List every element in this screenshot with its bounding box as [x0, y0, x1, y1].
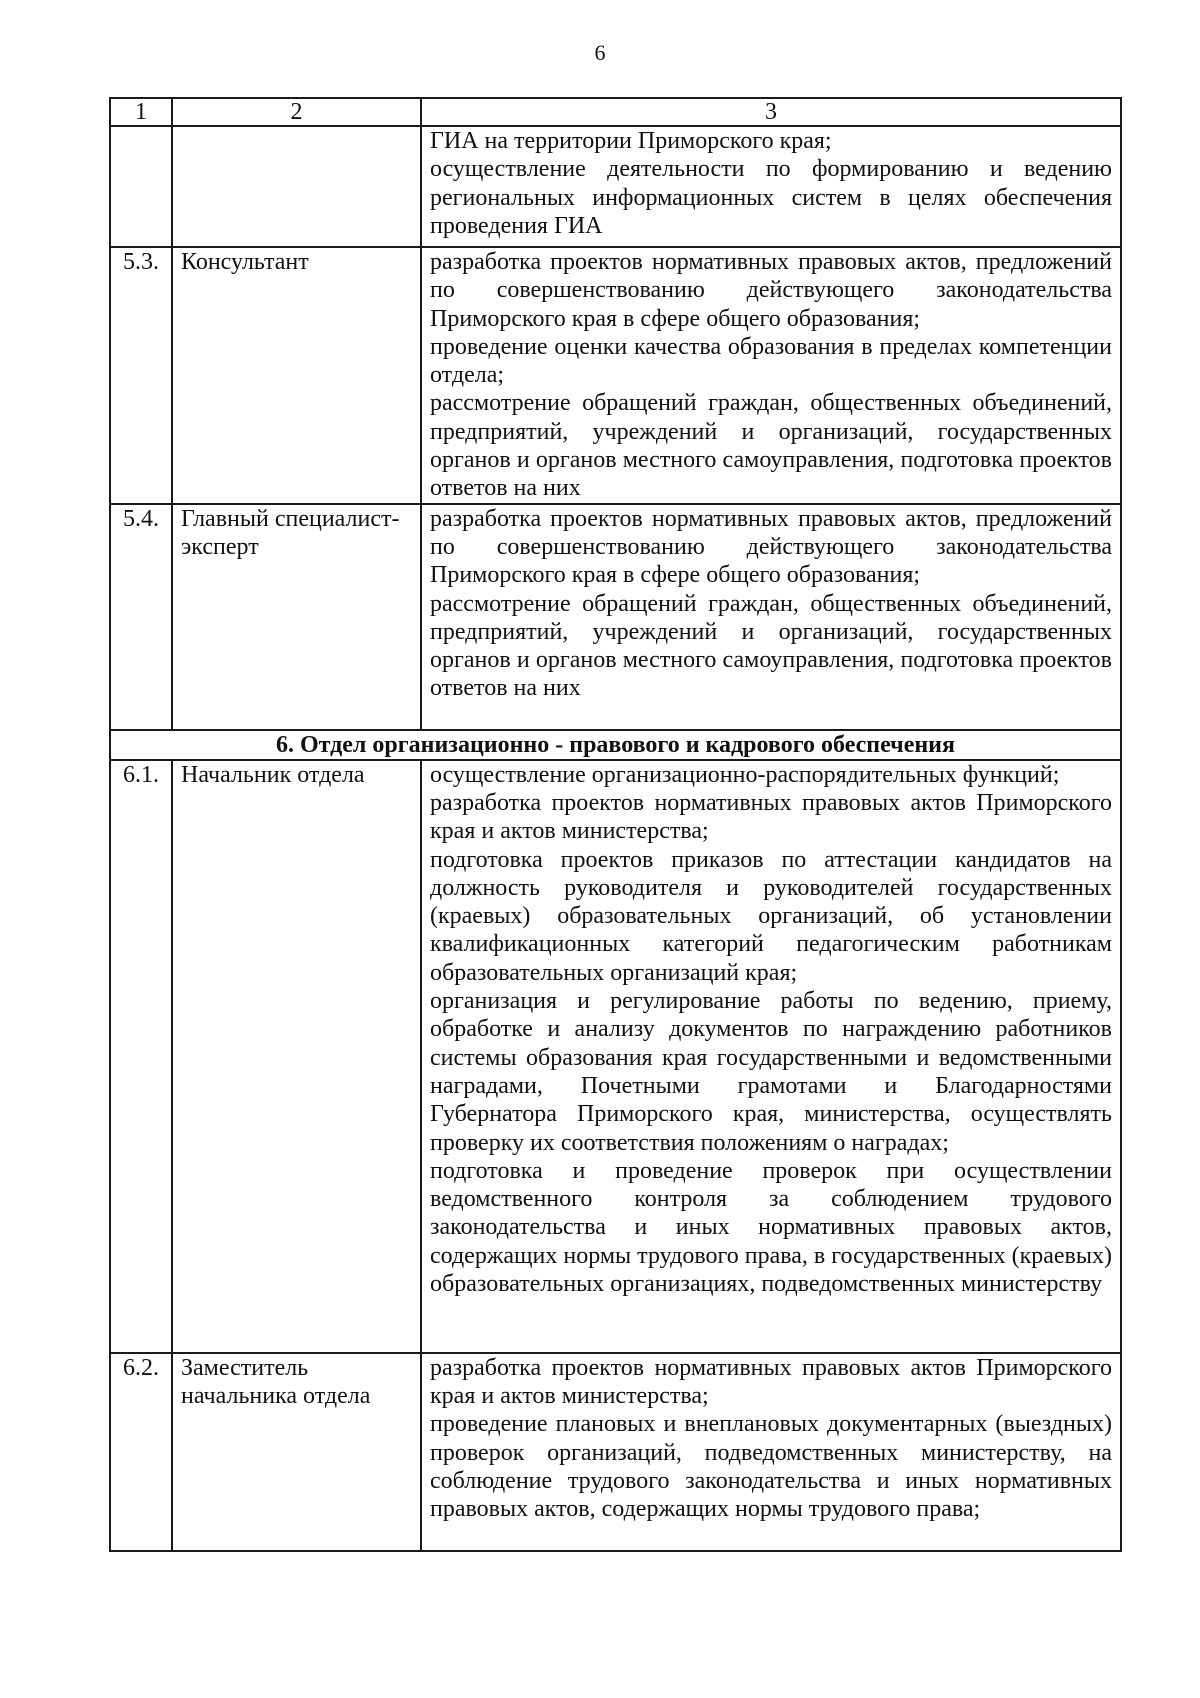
row-number: 6.1.: [110, 760, 172, 1353]
duties-table: [109, 97, 1122, 1552]
row-number: [110, 126, 172, 247]
table-row: [110, 1353, 1121, 1551]
duty-item: разработка проектов нормативных правовых актов Приморского края и актов министерства;: [430, 1354, 1112, 1409]
position-name: Консультант: [172, 247, 421, 504]
duty-item: осуществление организационно-распорядительных функций;: [430, 761, 1060, 788]
row-number: 5.4.: [110, 504, 172, 730]
page-number: 6: [594, 40, 606, 65]
duty-item: разработка проектов нормативных правовых актов, предложений по совершенствованию действующего законодательства Приморского края в сфере общего образования;: [430, 249, 1112, 332]
duty-item: проведение плановых и внеплановых документарных (выездных) проверок организаций, подведомственных министерству, на соблюдение трудового законодательства и иных нормативных правовых актов, содержащих нормы трудового права;: [430, 1411, 1112, 1523]
row-number: 6.2.: [110, 1353, 172, 1551]
duty-item: подготовка проектов приказов по аттестации кандидатов на должность руководителя и руководителей государственных (краевых) образовательных организаций, об установлении квалификационных категорий педагогическим работникам образовательных организаций края;: [430, 846, 1112, 986]
duty-item: рассмотрение обращений граждан, общественных объединений, предприятий, учреждений и организаций, государственных органов и органов местного самоуправления, подготовка проектов ответов на них: [430, 590, 1112, 702]
duty-item: рассмотрение обращений граждан, общественных объединений, предприятий, учреждений и организаций, государственных органов и органов местного самоуправления, подготовка проектов ответов на них: [430, 390, 1112, 502]
header-col-3: 3: [421, 98, 1121, 126]
table-row: [110, 504, 1121, 730]
table-row: [110, 247, 1121, 504]
table-row: [110, 126, 1121, 247]
section-title-row: [110, 730, 1121, 760]
table-header-row: [110, 98, 1121, 126]
position-name: Главный специалист-эксперт: [172, 504, 421, 730]
duty-item: разработка проектов нормативных правовых актов Приморского края и актов министерства;: [430, 789, 1112, 845]
duty-item: организация и регулирование работы по ведению, приему, обработке и анализу документов по награждению работников системы образования края государственными и ведомственными наградами, Почетными грамотами и Благодарностями Губернатора Приморского края, министерства, осуществлять проверку их соответствия положениям о наградах;: [430, 988, 1112, 1156]
duties-cell: [421, 1353, 1121, 1551]
duties-cell: [421, 760, 1121, 1353]
position-name: Заместитель начальника отдела: [172, 1353, 421, 1551]
header-col-2: 2: [172, 98, 421, 126]
position-name: [172, 126, 421, 247]
section-title: 6. Отдел организационно - правового и кадрового обеспечения: [110, 730, 1121, 760]
header-col-1: 1: [110, 98, 172, 126]
duties-cell: [421, 247, 1121, 504]
position-name: Начальник отдела: [172, 760, 421, 1353]
duty-item: подготовка и проведение проверок при осуществлении ведомственного контроля за соблюдением трудового законодательства и иных нормативных правовых актов, содержащих нормы трудового права, в государственных (краевых) образовательных организациях, подведомственных министерству: [430, 1157, 1112, 1298]
duties-cell: [421, 504, 1121, 730]
duties-cell: [421, 126, 1121, 247]
duty-item: проведение оценки качества образования в пределах компетенции отдела;: [430, 333, 1112, 389]
row-number: 5.3.: [110, 247, 172, 504]
duty-item: разработка проектов нормативных правовых актов, предложений по совершенствованию действующего законодательства Приморского края в сфере общего образования;: [430, 505, 1112, 589]
table-row: [110, 760, 1121, 1353]
duty-item: ГИА на территории Приморского края;: [430, 128, 832, 154]
duty-item: осуществление деятельности по формированию и ведению региональных информационных систем в целях обеспечения проведения ГИА: [430, 156, 1112, 239]
